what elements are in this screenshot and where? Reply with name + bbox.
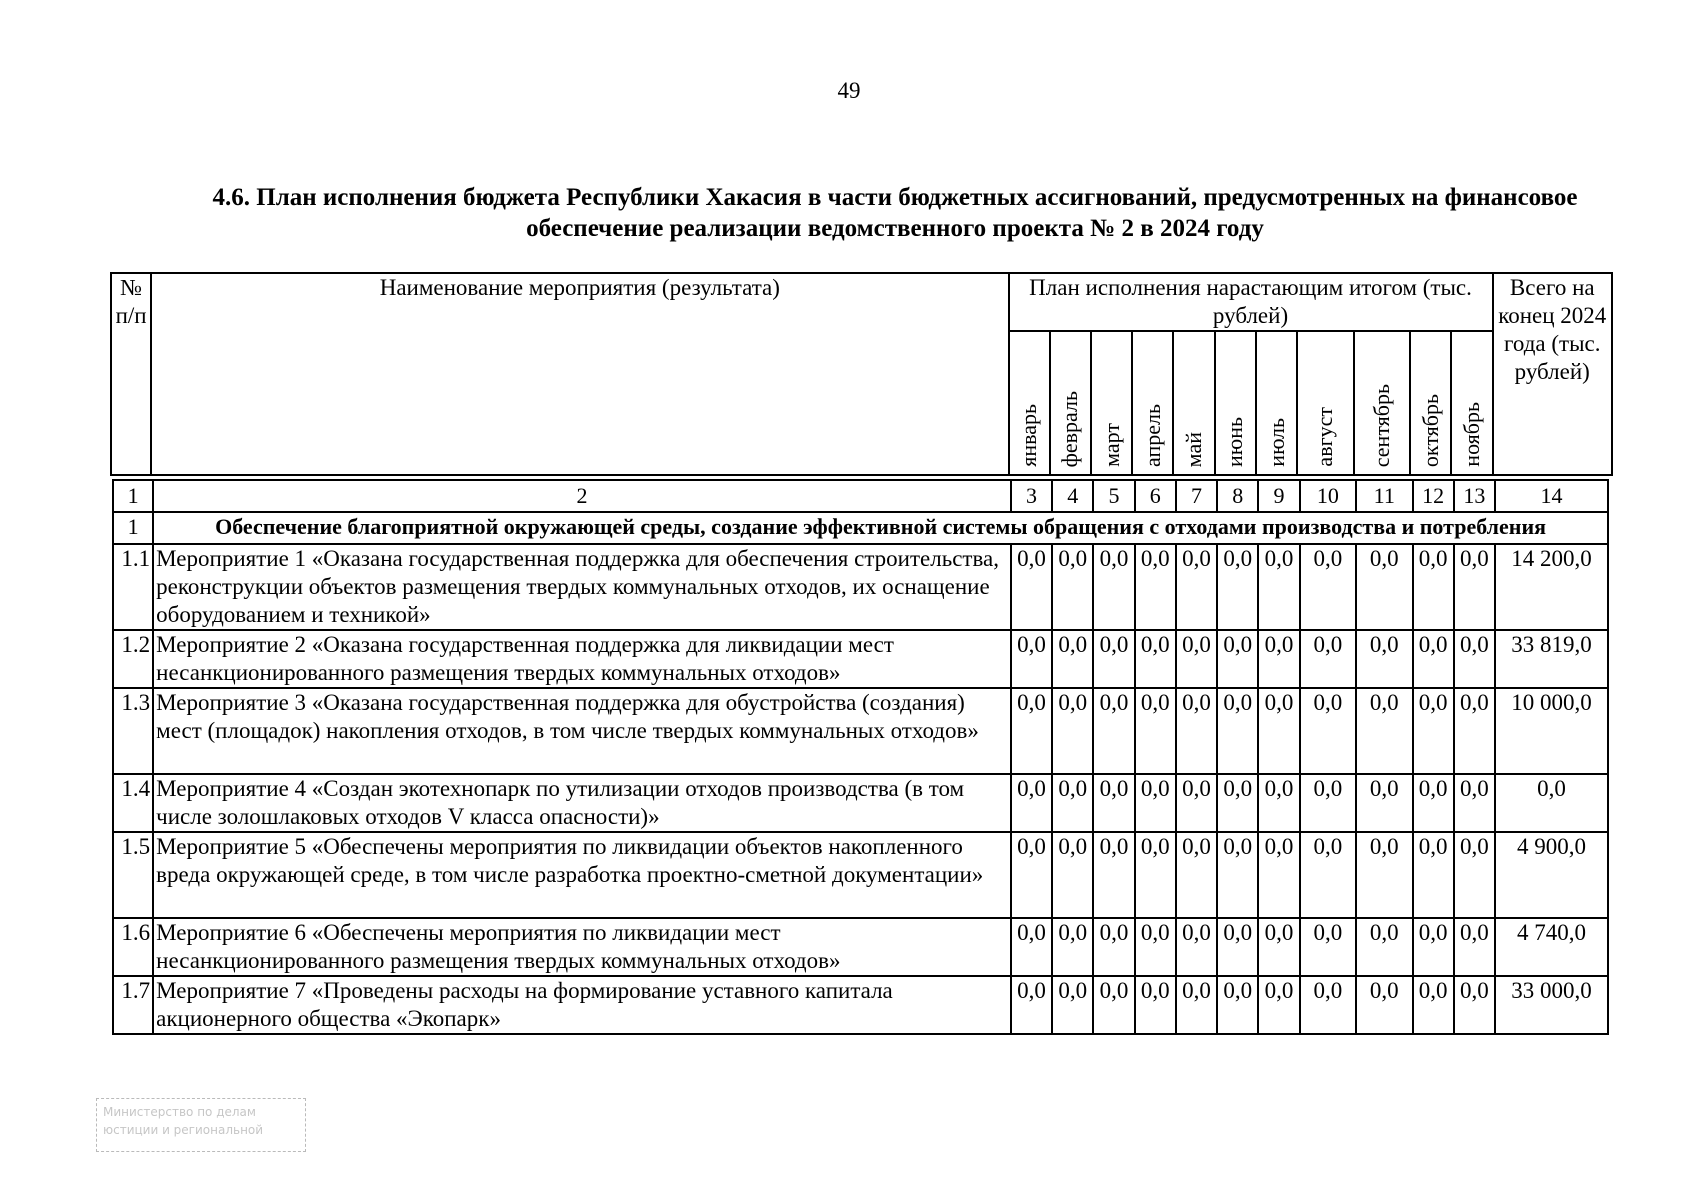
table-row xyxy=(113,774,1608,832)
header-month xyxy=(1091,331,1132,475)
header-month xyxy=(1050,331,1091,475)
month-label: июль xyxy=(1263,418,1289,467)
row-number: 1.5 xyxy=(113,832,153,918)
month-label: март xyxy=(1098,423,1124,467)
month-value: 0,0 xyxy=(1356,976,1412,1034)
row-total: 0,0 xyxy=(1495,774,1608,832)
month-value: 0,0 xyxy=(1300,688,1356,774)
column-number: 11 xyxy=(1356,480,1412,512)
column-number-row xyxy=(113,480,1608,512)
section-num: 1 xyxy=(113,512,153,544)
month-value: 0,0 xyxy=(1356,918,1412,976)
row-name: Мероприятие 4 «Создан экотехнопарк по утилизации отходов производства (в том числе золошлаковых отходов V класса опасности)» xyxy=(153,774,1011,832)
row-total: 33 819,0 xyxy=(1495,630,1608,688)
month-value: 0,0 xyxy=(1454,918,1495,976)
month-value: 0,0 xyxy=(1135,918,1176,976)
section-row xyxy=(113,512,1608,544)
month-value: 0,0 xyxy=(1011,688,1052,774)
month-value: 0,0 xyxy=(1258,688,1299,774)
row-number: 1.2 xyxy=(113,630,153,688)
month-label: май xyxy=(1181,431,1207,467)
row-name: Мероприятие 2 «Оказана государственная поддержка для ликвидации мест несанкционированного размещения твердых коммунальных отходов» xyxy=(153,630,1011,688)
section-title: Обеспечение благоприятной окружающей среды, создание эффективной системы обращения с отходами производства и потребления xyxy=(153,512,1608,544)
month-value: 0,0 xyxy=(1454,774,1495,832)
table-row xyxy=(113,688,1608,774)
month-value: 0,0 xyxy=(1217,630,1258,688)
document-title xyxy=(190,182,1600,244)
table-row xyxy=(113,976,1608,1034)
month-value: 0,0 xyxy=(1413,976,1454,1034)
row-total: 4 900,0 xyxy=(1495,832,1608,918)
row-name: Мероприятие 5 «Обеспечены мероприятия по ликвидации объектов накопленного вреда окружающей среде, в том числе разработка проектно-сметной документации» xyxy=(153,832,1011,918)
month-value: 0,0 xyxy=(1356,832,1412,918)
month-label: февраль xyxy=(1057,390,1083,467)
month-value: 0,0 xyxy=(1176,976,1217,1034)
header-total: Всего на конец 2024 года (тыс. рублей) xyxy=(1493,273,1612,475)
month-value: 0,0 xyxy=(1217,688,1258,774)
column-number: 12 xyxy=(1413,480,1454,512)
month-value: 0,0 xyxy=(1454,630,1495,688)
month-label: ноябрь xyxy=(1458,402,1484,467)
month-value: 0,0 xyxy=(1093,832,1134,918)
row-number: 1.7 xyxy=(113,976,153,1034)
page-number: 49 xyxy=(837,78,861,103)
month-value: 0,0 xyxy=(1258,774,1299,832)
table-row xyxy=(113,544,1608,630)
row-name: Мероприятие 3 «Оказана государственная поддержка для обустройства (создания) мест (площадок) накопления отходов, в том числе твердых коммунальных отходов» xyxy=(153,688,1011,774)
month-value: 0,0 xyxy=(1011,918,1052,976)
table-row xyxy=(113,832,1608,918)
month-value: 0,0 xyxy=(1135,630,1176,688)
month-value: 0,0 xyxy=(1413,630,1454,688)
row-number: 1.1 xyxy=(113,544,153,630)
month-value: 0,0 xyxy=(1011,544,1052,630)
month-value: 0,0 xyxy=(1011,976,1052,1034)
month-value: 0,0 xyxy=(1413,918,1454,976)
month-value: 0,0 xyxy=(1413,688,1454,774)
month-value: 0,0 xyxy=(1258,544,1299,630)
month-value: 0,0 xyxy=(1176,774,1217,832)
month-label: апрель xyxy=(1139,403,1165,467)
stamp-line-2: юстиции и региональной xyxy=(103,1123,264,1137)
month-value: 0,0 xyxy=(1011,832,1052,918)
registration-stamp xyxy=(96,1098,306,1152)
month-value: 0,0 xyxy=(1217,774,1258,832)
month-value: 0,0 xyxy=(1454,688,1495,774)
column-number: 3 xyxy=(1011,480,1052,512)
row-total: 14 200,0 xyxy=(1495,544,1608,630)
month-value: 0,0 xyxy=(1454,832,1495,918)
stamp-line-1: Министерство по делам xyxy=(103,1105,256,1119)
column-number: 6 xyxy=(1135,480,1176,512)
header-plan: План исполнения нарастающим итогом (тыс. рублей) xyxy=(1009,273,1493,331)
month-value: 0,0 xyxy=(1356,630,1412,688)
month-value: 0,0 xyxy=(1300,832,1356,918)
column-number: 1 xyxy=(113,480,153,512)
month-value: 0,0 xyxy=(1052,774,1093,832)
month-value: 0,0 xyxy=(1093,544,1134,630)
month-value: 0,0 xyxy=(1217,918,1258,976)
month-value: 0,0 xyxy=(1135,544,1176,630)
month-value: 0,0 xyxy=(1413,774,1454,832)
header-month xyxy=(1009,331,1050,475)
month-value: 0,0 xyxy=(1258,918,1299,976)
table-row xyxy=(113,630,1608,688)
month-value: 0,0 xyxy=(1258,630,1299,688)
month-value: 0,0 xyxy=(1176,688,1217,774)
row-name: Мероприятие 1 «Оказана государственная поддержка для обеспечения строительства, реконструкции объектов размещения твердых коммунальных отходов, их оснащение оборудованием и техникой» xyxy=(153,544,1011,630)
month-value: 0,0 xyxy=(1258,976,1299,1034)
column-number: 7 xyxy=(1176,480,1217,512)
column-number: 14 xyxy=(1495,480,1608,512)
month-value: 0,0 xyxy=(1052,544,1093,630)
month-value: 0,0 xyxy=(1300,630,1356,688)
month-value: 0,0 xyxy=(1052,918,1093,976)
header-month xyxy=(1132,331,1173,475)
data-table xyxy=(112,479,1609,1035)
month-value: 0,0 xyxy=(1217,544,1258,630)
header-month xyxy=(1297,331,1353,475)
month-value: 0,0 xyxy=(1217,976,1258,1034)
month-value: 0,0 xyxy=(1300,774,1356,832)
month-value: 0,0 xyxy=(1413,544,1454,630)
table-header xyxy=(110,272,1613,476)
month-value: 0,0 xyxy=(1356,774,1412,832)
month-label: июнь xyxy=(1222,416,1248,467)
column-number: 2 xyxy=(153,480,1011,512)
month-value: 0,0 xyxy=(1413,832,1454,918)
month-value: 0,0 xyxy=(1258,832,1299,918)
month-value: 0,0 xyxy=(1176,544,1217,630)
column-number: 8 xyxy=(1217,480,1258,512)
row-number: 1.3 xyxy=(113,688,153,774)
month-value: 0,0 xyxy=(1093,630,1134,688)
column-number: 9 xyxy=(1258,480,1299,512)
header-month xyxy=(1354,331,1410,475)
month-value: 0,0 xyxy=(1176,832,1217,918)
month-value: 0,0 xyxy=(1052,832,1093,918)
header-month xyxy=(1215,331,1256,475)
month-value: 0,0 xyxy=(1454,544,1495,630)
column-number: 5 xyxy=(1093,480,1134,512)
row-total: 33 000,0 xyxy=(1495,976,1608,1034)
row-total: 4 740,0 xyxy=(1495,918,1608,976)
month-value: 0,0 xyxy=(1135,688,1176,774)
row-total: 10 000,0 xyxy=(1495,688,1608,774)
month-value: 0,0 xyxy=(1093,688,1134,774)
month-label: январь xyxy=(1016,404,1042,467)
month-value: 0,0 xyxy=(1356,688,1412,774)
month-label: октябрь xyxy=(1417,393,1443,467)
month-label: сентябрь xyxy=(1368,383,1394,467)
header-month xyxy=(1410,331,1451,475)
month-value: 0,0 xyxy=(1011,630,1052,688)
header-name: Наименование мероприятия (результата) xyxy=(151,273,1008,475)
table-row xyxy=(113,918,1608,976)
row-name: Мероприятие 7 «Проведены расходы на формирование уставного капитала акционерного общества «Экопарк» xyxy=(153,976,1011,1034)
row-number: 1.4 xyxy=(113,774,153,832)
header-month xyxy=(1173,331,1214,475)
month-value: 0,0 xyxy=(1176,630,1217,688)
month-value: 0,0 xyxy=(1300,976,1356,1034)
month-label: август xyxy=(1312,407,1338,467)
month-value: 0,0 xyxy=(1300,918,1356,976)
header-month xyxy=(1256,331,1297,475)
header-num: № п/п xyxy=(111,273,151,475)
month-value: 0,0 xyxy=(1135,832,1176,918)
month-value: 0,0 xyxy=(1135,976,1176,1034)
row-name: Мероприятие 6 «Обеспечены мероприятия по ликвидации мест несанкционированного размещения твердых коммунальных отходов» xyxy=(153,918,1011,976)
month-value: 0,0 xyxy=(1454,976,1495,1034)
month-value: 0,0 xyxy=(1052,630,1093,688)
month-value: 0,0 xyxy=(1093,918,1134,976)
month-value: 0,0 xyxy=(1135,774,1176,832)
header-month xyxy=(1451,331,1492,475)
month-value: 0,0 xyxy=(1093,774,1134,832)
title-line-2: обеспечение реализации ведомственного проекта № 2 в 2024 году xyxy=(526,215,1264,242)
title-line-1: 4.6. План исполнения бюджета Республики Хакасия в части бюджетных ассигнований, предусмотренных на финансовое xyxy=(212,184,1578,211)
column-number: 10 xyxy=(1300,480,1356,512)
column-number: 13 xyxy=(1454,480,1495,512)
month-value: 0,0 xyxy=(1356,544,1412,630)
month-value: 0,0 xyxy=(1052,688,1093,774)
month-value: 0,0 xyxy=(1052,976,1093,1034)
column-number: 4 xyxy=(1052,480,1093,512)
month-value: 0,0 xyxy=(1093,976,1134,1034)
month-value: 0,0 xyxy=(1011,774,1052,832)
month-value: 0,0 xyxy=(1217,832,1258,918)
month-value: 0,0 xyxy=(1300,544,1356,630)
month-value: 0,0 xyxy=(1176,918,1217,976)
row-number: 1.6 xyxy=(113,918,153,976)
